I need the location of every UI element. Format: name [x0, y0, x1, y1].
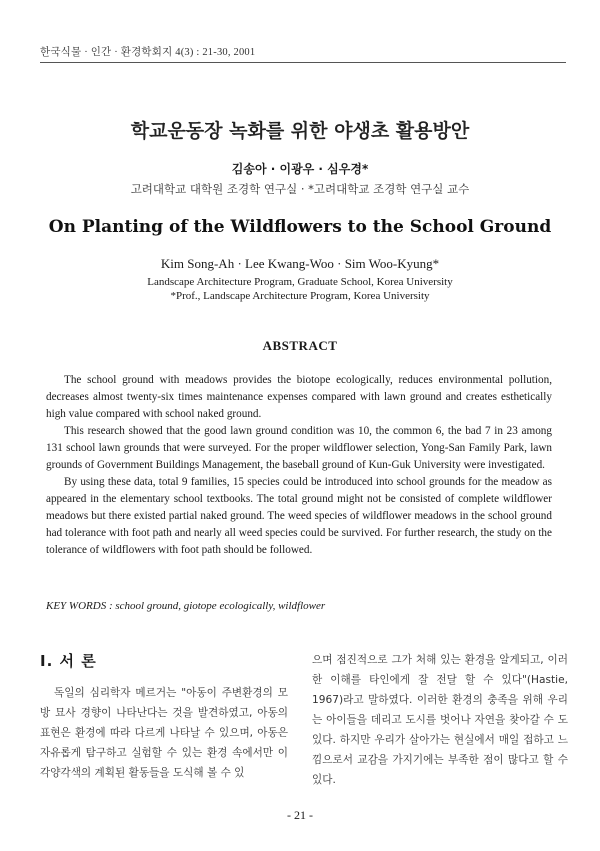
running-head: 한국식물 · 인간 · 환경학회지 4(3) : 21-30, 2001: [40, 47, 256, 58]
english-affiliation-2: *Prof., Landscape Architecture Program, Korea University: [170, 290, 430, 302]
header-rule: [40, 62, 566, 63]
abstract-paragraph-2: This research showed that the good lawn ground condition was 10, the common 6, the bad 7 in 23 among 131 school lawn grounds that were surveyed. For the proper wildflower selection, Yong-San Family Park, lawn grounds of Government Buildings Management, the baseball ground of Kun-Guk University were investigated.: [46, 425, 552, 471]
section-heading: I. 서 론: [40, 652, 97, 670]
korean-affiliation: 고려대학교 대학원 조경학 연구실 · *고려대학교 조경학 연구실 교수: [130, 182, 470, 196]
page-number: - 21 -: [287, 808, 313, 822]
body-column-left: [40, 650, 288, 783]
keywords: KEY WORDS : school ground, giotope ecologically, wildflower: [46, 600, 326, 612]
english-authors: Kim Song-Ah · Lee Kwang-Woo · Sim Woo-Kyung*: [160, 256, 440, 271]
abstract-paragraph-1: The school ground with meadows provides the biotope ecologically, reduces environmental pollution, decreases almost twenty-six times maintenance expenses compared with lawn ground and creates esthetically high value compared with school naked ground.: [46, 374, 552, 420]
abstract-paragraph-3: By using these data, total 9 families, 15 species could be introduced into school grounds for the meadow as appeared in the elementary school textbooks. The total ground might not be consisted of complete wildflower meadows but there existed partial naked ground. The weed species of wildflower meadows in the school ground had tolerance with foot path and nearly all weed species could be survived. For further research, the study on the tolerance of wildflowers with foot path should be followed.: [46, 476, 552, 556]
abstract-heading: ABSTRACT: [262, 338, 338, 353]
abstract-body: [46, 372, 552, 559]
english-title: On Planting of the Wildflowers to the School Ground: [48, 217, 552, 237]
korean-authors: 김송아 · 이광우 · 심우경*: [231, 162, 369, 176]
body-text-right: 으며 점진적으로 그가 처해 있는 환경을 알게되고, 이러한 이해를 타인에게 잘 전달 할 수 있다"(Hastie, 1967)라고 말하였다. 이러한 환경의 충족을 위해 우리는 아이들을 데리고 도시를 벗어나 자연을 찾아갈 수 도 있다. 하지만 우리가 살아가는 현실에서 매일 접하고 느낌으로서 교감을 가지기에는 부족한 점이 많다고 할 수 있다.: [312, 654, 568, 786]
english-affiliation-1: Landscape Architecture Program, Graduate School, Korea University: [147, 276, 453, 288]
korean-title: 학교운동장 녹화를 위한 야생초 활용방안: [130, 120, 470, 142]
body-text-left: 독일의 심리학자 메르거는 "아동이 주변환경의 모방 묘사 경향이 나타난다는 것을 발견하였고, 아동의 표현은 환경에 따라 다르게 나타날 수 있으며, 아동은 자유롭게 탐구하고 실험할 수 있는 환경 속에서만 이 각양각색의 계획된 활동들을 도식해 볼 수 있: [40, 687, 288, 779]
body-column-right: [312, 650, 568, 790]
